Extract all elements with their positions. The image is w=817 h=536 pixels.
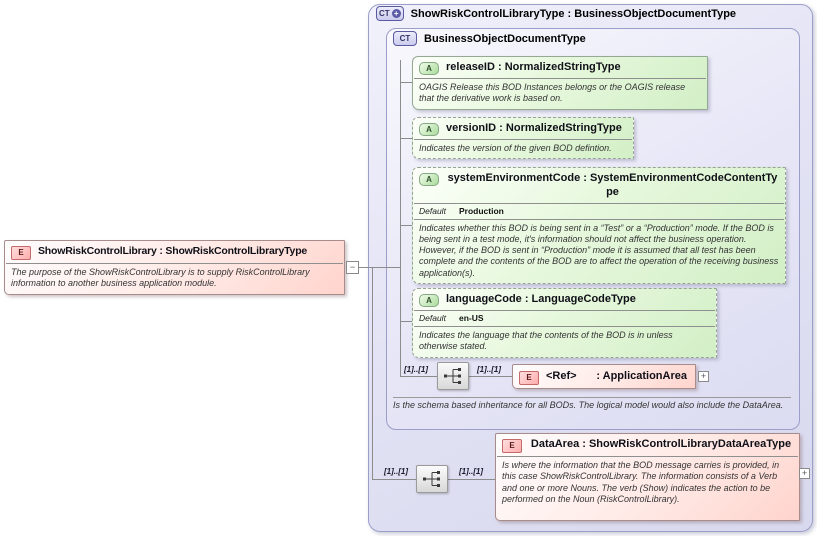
default-label: Default xyxy=(419,313,446,323)
element-icon: E xyxy=(11,246,31,260)
sequence-glyph xyxy=(443,366,463,386)
base-type-footer-annotation: Is the schema based inheritance for all BODs. The logical model would also include the DataArea. xyxy=(393,400,784,410)
attribute-node-languagecode[interactable] xyxy=(412,288,717,358)
root-element-header xyxy=(5,241,344,263)
divider xyxy=(393,397,791,398)
ref-element-header xyxy=(513,365,695,388)
dataarea-element-node[interactable] xyxy=(495,433,800,521)
complex-type-title: ShowRiskControlLibraryType : BusinessObjectDocumentType xyxy=(410,7,737,20)
root-element-title: ShowRiskControlLibrary : ShowRiskControlLibraryType xyxy=(38,245,308,257)
cardinality-label: [1]..[1] xyxy=(384,467,408,476)
connector-stub-versionid xyxy=(400,138,412,139)
root-element-annotation: The purpose of the ShowRiskControlLibrary is to supply RiskControlLibrary information to another business application module. xyxy=(11,267,310,289)
ref-element-type: : ApplicationArea xyxy=(596,370,687,382)
cardinality-label: [1]..[1] xyxy=(404,365,428,374)
connector-stub-languagecode xyxy=(400,321,412,322)
connector-stub-releaseid xyxy=(400,82,412,83)
default-value: en-US xyxy=(459,313,484,323)
default-value: Production xyxy=(459,205,504,216)
ref-element-node[interactable] xyxy=(512,364,696,389)
attribute-node-versionid[interactable] xyxy=(412,117,634,159)
sequence-glyph xyxy=(422,469,442,489)
attribute-header xyxy=(413,168,785,203)
element-icon: E xyxy=(519,371,539,385)
attribute-annotation: Indicates the language that the contents of the BOD is in unless otherwise stated. xyxy=(419,330,673,352)
base-type-title: BusinessObjectDocumentType xyxy=(424,32,586,45)
base-type-header xyxy=(393,31,586,46)
attribute-icon: A xyxy=(419,62,439,75)
attribute-icon: A xyxy=(419,294,439,307)
dataarea-header xyxy=(496,434,799,456)
expand-button-dataarea[interactable]: + xyxy=(799,468,810,479)
collapse-button[interactable]: − xyxy=(346,261,359,274)
default-row xyxy=(413,204,785,219)
connector-dataarea-branch xyxy=(372,267,373,480)
complex-type-icon: CT + xyxy=(376,6,404,21)
sequence-compositor-icon[interactable] xyxy=(437,362,469,390)
connector-entry xyxy=(358,267,400,268)
attribute-node-releaseid[interactable] xyxy=(412,56,708,110)
expand-button-applicationarea[interactable]: + xyxy=(698,371,709,382)
derived-plus-icon: + xyxy=(392,9,401,18)
attribute-icon: A xyxy=(419,123,439,136)
default-row xyxy=(413,311,716,326)
attribute-title: versionID : NormalizedStringType xyxy=(446,122,622,134)
complex-type-header xyxy=(376,6,736,21)
root-element-node[interactable] xyxy=(4,240,345,295)
sequence-compositor-icon[interactable] xyxy=(416,465,448,493)
attribute-node-systemenvironmentcode[interactable] xyxy=(412,167,786,284)
cardinality-label: [1]..[1] xyxy=(459,467,483,476)
default-label: Default xyxy=(419,205,446,216)
attribute-title: languageCode : LanguageCodeType xyxy=(446,293,636,305)
element-icon: E xyxy=(502,439,522,453)
attribute-title: systemEnvironmentCode : SystemEnvironmentCodeContentType xyxy=(447,172,778,198)
attribute-annotation: Indicates whether this BOD is being sent in a “Test” or a “Production” mode. If the BOD is being sent in a test mode, it's information should not affect the business operation. However, if the BOD is sent in “Production” mode it is assumed that all test has been complete and the contents of the BOD are to affect the operation of the receiving business application(s). xyxy=(419,222,779,278)
attribute-annotation: OAGIS Release this BOD Instances belongs or the OAGIS release that the derivative work is based on. xyxy=(419,82,686,104)
attribute-icon: A xyxy=(419,173,439,186)
attribute-annotation: Indicates the version of the given BOD defintion. xyxy=(419,143,612,153)
attribute-header xyxy=(413,289,716,310)
dataarea-annotation: Is where the information that the BOD message carries is provided, in this case ShowRiskControlLibrary. The information consists of a Verb and one or more Nouns. The verb (Show) indicates the action to be performed on the Noun (RiskControlLibrary). xyxy=(502,460,780,504)
attribute-header xyxy=(413,118,633,139)
base-type-icon: CT xyxy=(393,31,417,46)
cardinality-label: [1]..[1] xyxy=(477,365,501,374)
connector-stub-systemenvironmentcode xyxy=(400,225,412,226)
connector-attr-trunk xyxy=(400,60,401,377)
attribute-header xyxy=(413,57,707,78)
dataarea-title: DataArea : ShowRiskControlLibraryDataAreaType xyxy=(530,438,792,450)
attribute-title: releaseID : NormalizedStringType xyxy=(446,61,621,73)
ref-element-name: <Ref> xyxy=(546,370,577,382)
